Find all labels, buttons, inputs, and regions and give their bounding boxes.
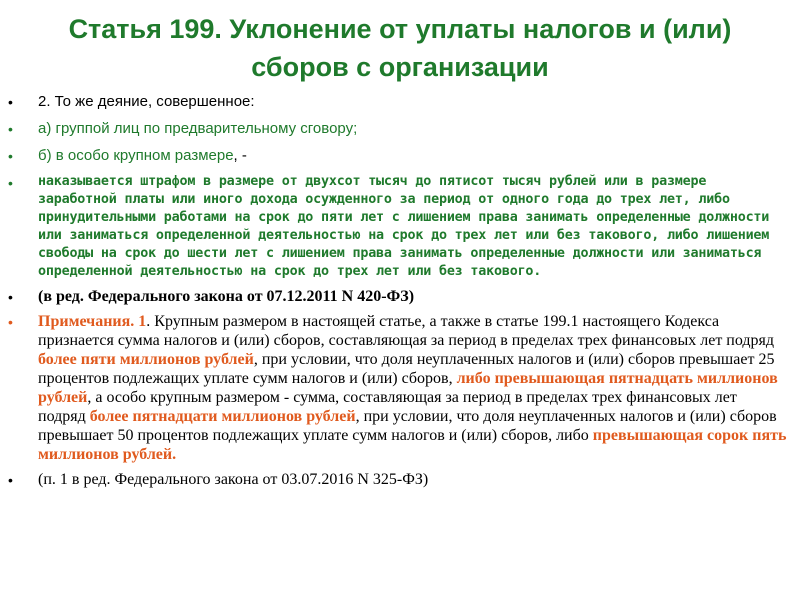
title-line-1: Статья 199. Уклонение от уплаты налогов и (или)	[68, 14, 732, 44]
bullet-icon: •	[8, 175, 13, 191]
notes-paragraph	[38, 312, 788, 464]
list-item	[8, 287, 788, 306]
bullet-icon: •	[8, 289, 13, 305]
notes-highlight: более пятнадцати миллионов рублей	[89, 408, 356, 425]
amendment-note: (п. 1 в ред. Федерального закона от 03.07.2016 N 325-ФЗ)	[38, 471, 429, 488]
notes-heading: Примечания. 1	[38, 313, 147, 330]
item-text-tail: , -	[233, 147, 247, 164]
penalty-text: наказывается штрафом в размере от двухсот тысяч до пятисот тысяч рублей или в размере заработной платы или иного дохода осужденного за период от одного года до трех лет, либо принудительными работами на срок до пяти лет с лишением права занимать определенные должности или заниматься определенной деятельностью на срок до трех лет или без такового, либо лишением свободы на срок до шести лет с лишением права занимать определенные должности или заниматься определенной деятельностью на срок до трех лет или без такового.	[38, 174, 770, 279]
notes-text: , при условии, что доля неуплаченных налогов и (или) сборов превышает 25 процентов подлежащих уплате сумм налогов и (или) сборов,	[38, 351, 775, 387]
amendment-note: (в ред. Федерального закона от 07.12.2011 N 420-ФЗ)	[38, 288, 415, 305]
notes-highlight: либо превышающая пятнадцать миллионов рублей	[38, 370, 778, 406]
notes-text: . Крупным размером в настоящей статье, а также в статье 199.1 настоящего Кодекса признается сумма налогов и (или) сборов, составляющая за период в пределах трех финансовых лет подряд	[38, 313, 775, 349]
item-text: а) группой лиц по предварительному сговору;	[38, 120, 358, 137]
title-line-2: сборов с организации	[251, 52, 549, 82]
notes-text: , при условии, что доля неуплаченных налогов и (или) сборов превышает 50 процентов подлежащих уплате сумм налогов и (или) сборов, либо	[38, 408, 777, 444]
bullet-icon: •	[8, 472, 13, 488]
notes-text: , а особо крупным размером - сумма, составляющая за период в пределах трех финансовых лет подряд	[38, 389, 737, 425]
list-item	[8, 312, 788, 464]
bullet-icon: •	[8, 94, 13, 110]
item-text: 2. То же деяние, совершенное:	[38, 93, 255, 110]
notes-highlight: превышающая сорок пять миллионов рублей.	[38, 427, 787, 463]
bullet-icon: •	[8, 121, 13, 137]
bullet-icon: •	[8, 314, 13, 330]
bullet-icon: •	[8, 148, 13, 164]
article-list	[8, 92, 788, 489]
page-title	[30, 10, 770, 86]
item-text: б) в особо крупном размере	[38, 147, 234, 164]
list-item	[8, 92, 788, 112]
list-item	[8, 146, 788, 166]
list-item	[8, 119, 788, 139]
list-item	[8, 173, 788, 281]
list-item	[8, 470, 788, 489]
notes-highlight: более пяти миллионов рублей	[38, 351, 254, 368]
